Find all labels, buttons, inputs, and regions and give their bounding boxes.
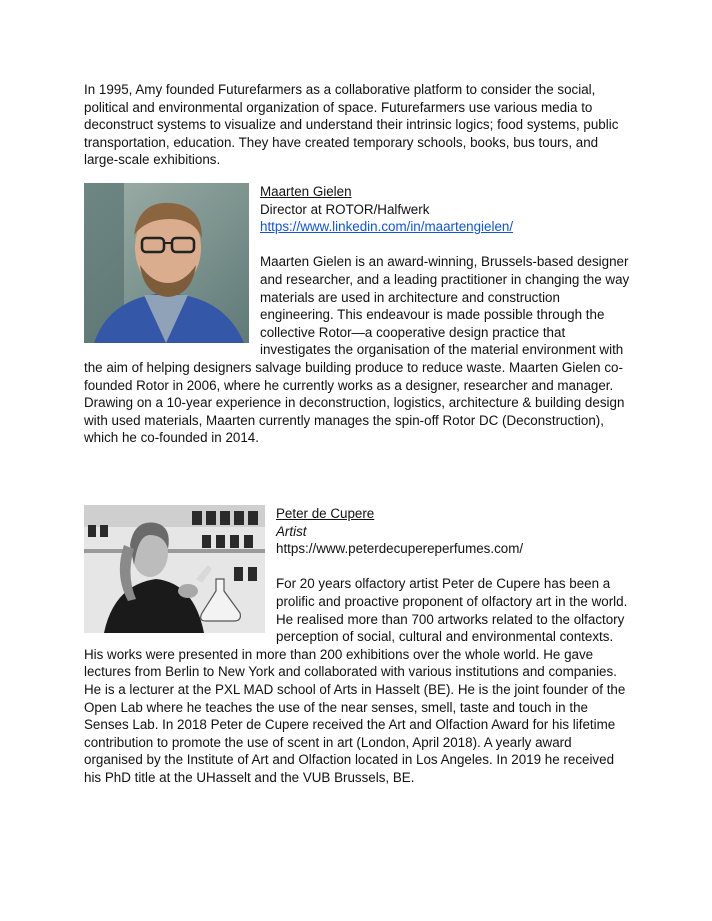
website-link[interactable]: https://www.peterdecupereperfumes.com/ <box>276 541 524 557</box>
linkedin-link[interactable]: https://www.linkedin.com/in/maartengielen/ <box>260 219 514 235</box>
person-role: Director at ROTOR/Halfwerk <box>260 201 430 217</box>
person-name: Peter de Cupere <box>276 506 375 521</box>
intro-paragraph: In 1995, Amy founded Futurefarmers as a collaborative platform to consider the social, political and environmental organization of space. Futurefarmers use various media to deconstruct systems to visualize and understand their intrinsic logics; food systems, public transportation, education. They have created temporary schools, books, bus tours, and large-scale exhibitions. <box>84 82 619 168</box>
portrait-photo-bw <box>84 505 265 633</box>
person-entry-peter <box>84 505 632 787</box>
person-role: Artist <box>276 523 307 539</box>
portrait-photo <box>84 183 249 343</box>
person-bio: Maarten Gielen is an award-winning, Brussels-based designer and researcher, and a leading practitioner in changing the way materials are used in architecture and construction engineering. This endeavour is made possible through the collective Rotor—a cooperative design practice that investigates the organisation of the material environment with the aim of helping designers salvage building produce to reduce waste. Maarten Gielen co-founded Rotor in 2006, where he currently works as a designer, researcher and manager. Drawing on a 10-year experience in deconstruction, logistics, architecture & building design with used materials, Maarten currently manages the spin-off Rotor DC (Deconstruction), which he co-founded in 2014. <box>84 254 630 446</box>
person-entry-maarten <box>84 183 632 447</box>
person-bio: For 20 years olfactory artist Peter de Cupere has been a prolific and proactive proponent of olfactory art in the world. He realised more than 700 artworks related to the olfactory perception of social, cultural and environmental contexts. His works were presented in more than 200 exhibitions over the whole world. He gave lectures from Berlin to New York and collaborated with various institutions and companies. He is a lecturer at the PXL MAD school of Arts in Hasselt (BE). He is the joint founder of the Open Lab where he teaches the use of the near senses, smell, taste and touch in the Senses Lab. In 2018 Peter de Cupere received the Art and Olfaction Award for his lifetime contribution to promote the use of scent in art (London, April 2018). A yearly award organised by the Institute of Art and Olfaction located in Los Angeles. In 2019 he received his PhD title at the UHasselt and the VUB Brussels, BE. <box>84 576 628 785</box>
person-name: Maarten Gielen <box>260 184 352 199</box>
